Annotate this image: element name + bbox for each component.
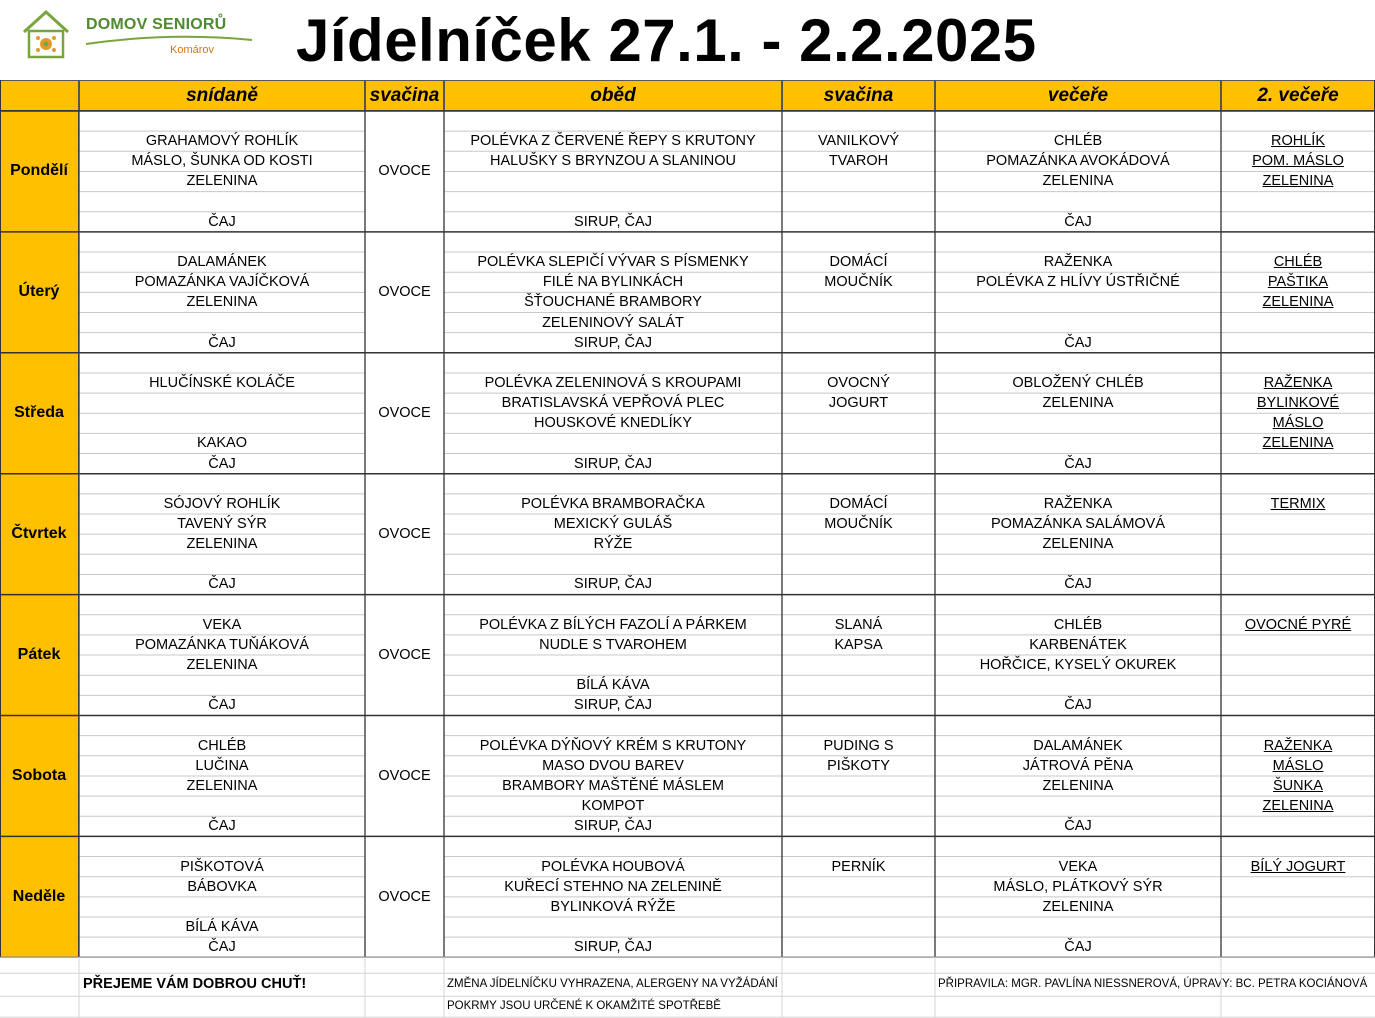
menu-cell: LUČINA: [195, 757, 249, 774]
menu-cell: POM. MÁSLO: [1252, 153, 1344, 170]
menu-cell: CHLÉB: [197, 737, 247, 754]
menu-cell: TAVENÝ SÝR: [177, 516, 267, 532]
menu-cell: POLÉVKA DÝŇOVÝ KRÉM S KRUTONY: [479, 737, 747, 754]
menu-cell: ZELENINA: [1262, 294, 1334, 311]
snack-cell: OVOCE: [378, 647, 431, 664]
menu-cell: MASO DVOU BAREV: [542, 757, 684, 774]
menu-cell: POLÉVKA BRAMBORAČKA: [521, 495, 705, 512]
menu-cell: SIRUP, ČAJ: [574, 576, 652, 593]
menu-cell: KOMPOT: [581, 798, 645, 815]
day-label: Sobota: [0, 716, 79, 837]
menu-cell: HLUČÍNSKÉ KOLÁČE: [149, 374, 295, 391]
menu-cell: FILÉ NA BYLINKÁCH: [542, 274, 684, 291]
menu-cell: SÓJOVÝ ROHLÍK: [163, 495, 281, 512]
menu-cell: ŠUNKA: [1273, 777, 1323, 794]
menu-cell: ZELENINA: [1042, 395, 1114, 412]
menu-cell: ZELENINA: [186, 536, 258, 553]
menu-cell: OBLOŽENÝ CHLÉB: [1012, 374, 1144, 391]
menu-cell: ČAJ: [208, 576, 236, 593]
menu-cell: POMAZÁNKA VAJÍČKOVÁ: [134, 274, 310, 291]
menu-cell: MÁSLO: [1272, 757, 1324, 774]
menu-cell: PERNÍK: [831, 858, 886, 875]
day-label: Pondělí: [0, 111, 79, 232]
menu-cell: JÁTROVÁ PĚNA: [1022, 757, 1134, 774]
snack-cell: OVOCE: [378, 284, 431, 301]
swoosh-icon: [84, 34, 254, 48]
menu-cell: BÍLÁ KÁVA: [576, 677, 650, 694]
menu-cell: POMAZÁNKA SALÁMOVÁ: [990, 516, 1166, 532]
menu-cell: ZELENINA: [1042, 173, 1114, 190]
menu-cell: MOUČNÍK: [824, 516, 893, 532]
menu-cell: ZELENINA: [186, 657, 258, 674]
snack-cell: OVOCE: [378, 405, 431, 422]
menu-cell: KAPSA: [834, 636, 883, 653]
menu-cell: HALUŠKY S BRYNZOU A SLANINOU: [489, 153, 737, 170]
menu-cell: SIRUP, ČAJ: [574, 213, 652, 230]
menu-cell: POLÉVKA Z BÍLÝCH FAZOLÍ A PÁRKEM: [479, 616, 747, 633]
menu-cell: VEKA: [202, 616, 242, 633]
house-logo-icon: [18, 6, 74, 62]
menu-cell: RAŽENKA: [1043, 254, 1113, 271]
snack-cell: OVOCE: [378, 767, 431, 784]
menu-cell: ČAJ: [1064, 818, 1092, 835]
page-title: Jídelníček 27.1. - 2.2.2025: [296, 7, 1037, 74]
menu-cell: SIRUP, ČAJ: [574, 939, 652, 956]
menu-cell: VEKA: [1058, 858, 1098, 875]
menu-cell: OVOCNÉ PYRÉ: [1244, 616, 1352, 633]
menu-cell: ROHLÍK: [1271, 133, 1325, 150]
menu-cell: KARBENÁTEK: [1029, 636, 1127, 653]
menu-table: [0, 80, 1375, 1018]
note-allergens: ZMĚNA JÍDELNÍČKU VYHRAZENA, ALERGENY NA VYŽÁDÁNÍ: [447, 978, 778, 991]
menu-cell: ČAJ: [208, 213, 236, 230]
snack-cell: OVOCE: [378, 163, 431, 180]
menu-cell: DOMÁCÍ: [829, 254, 888, 271]
menu-cell: ČAJ: [208, 334, 236, 351]
menu-cell: NUDLE S TVAROHEM: [539, 636, 687, 653]
menu-cell: BYLINKOVÉ: [1256, 395, 1340, 412]
menu-cell: POMAZÁNKA TUŇÁKOVÁ: [135, 636, 309, 653]
menu-cell: ČAJ: [1064, 334, 1092, 351]
menu-cell: BRATISLAVSKÁ VEPŘOVÁ PLEC: [501, 395, 725, 412]
menu-cell: BÁBOVKA: [187, 878, 257, 895]
menu-cell: ČAJ: [208, 939, 236, 956]
header-5: večeře: [935, 80, 1221, 111]
menu-cell: SIRUP, ČAJ: [574, 818, 652, 835]
menu-cell: ZELENINA: [186, 294, 258, 311]
menu-cell: PIŠKOTY: [827, 757, 890, 774]
menu-cell: POMAZÁNKA AVOKÁDOVÁ: [986, 153, 1170, 170]
menu-cell: ČAJ: [208, 818, 236, 835]
menu-cell: OVOCNÝ: [827, 374, 890, 391]
menu-cell: JOGURT: [828, 395, 889, 412]
menu-cell: RAŽENKA: [1263, 737, 1333, 754]
menu-cell: RÝŽE: [593, 536, 633, 553]
menu-cell: BYLINKOVÁ RÝŽE: [550, 898, 676, 915]
menu-cell: ZELENINA: [1262, 798, 1334, 815]
menu-cell: PUDING S: [823, 737, 894, 754]
menu-cell: GRAHAMOVÝ ROHLÍK: [145, 133, 299, 150]
menu-cell: ČAJ: [1064, 455, 1092, 472]
snack-cell: OVOCE: [378, 888, 431, 905]
menu-cell: POLÉVKA ZELENINOVÁ S KROUPAMI: [484, 374, 742, 391]
header-1: snídaně: [79, 80, 365, 111]
day-label: Neděle: [0, 836, 79, 957]
wish-text: PŘEJEME VÁM DOBROU CHUŤ!: [83, 976, 307, 993]
menu-cell: RAŽENKA: [1043, 495, 1113, 512]
menu-cell: POLÉVKA HOUBOVÁ: [541, 858, 685, 875]
snack-cell: OVOCE: [378, 526, 431, 543]
menu-cell: CHLÉB: [1273, 254, 1323, 271]
menu-cell: ZELENINA: [186, 173, 258, 190]
menu-cell: CHLÉB: [1053, 616, 1103, 633]
menu-cell: MOUČNÍK: [824, 274, 893, 291]
menu-cell: PIŠKOTOVÁ: [180, 858, 264, 875]
prepared-by: PŘIPRAVILA: MGR. PAVLÍNA NIESSNEROVÁ, ÚPRAVY: BC. PETRA KOCIÁNOVÁ: [938, 978, 1368, 991]
menu-cell: ZELENINOVÝ SALÁT: [542, 314, 684, 331]
menu-cell: BÍLÁ KÁVA: [185, 919, 259, 935]
menu-cell: ZELENINA: [186, 777, 258, 794]
header-6: 2. večeře: [1221, 80, 1375, 111]
menu-cell: POLÉVKA Z ČERVENÉ ŘEPY S KRUTONY: [470, 133, 756, 150]
menu-cell: MÁSLO, PLÁTKOVÝ SÝR: [993, 878, 1163, 895]
menu-cell: HOŘČICE, KYSELÝ OKUREK: [979, 657, 1177, 674]
menu-cell: DALAMÁNEK: [1033, 737, 1123, 754]
menu-cell: CHLÉB: [1053, 133, 1103, 150]
menu-cell: ZELENINA: [1042, 536, 1114, 553]
day-label: Čtvrtek: [0, 474, 79, 595]
header-3: oběd: [444, 80, 782, 111]
menu-cell: SLANÁ: [834, 616, 883, 633]
menu-cell: MEXICKÝ GULÁŠ: [553, 516, 673, 532]
menu-cell: KUŘECÍ STEHNO NA ZELENINĚ: [504, 878, 722, 895]
menu-cell: ČAJ: [208, 697, 236, 714]
menu-cell: HOUSKOVÉ KNEDLÍKY: [534, 415, 692, 432]
menu-cell: ŠŤOUCHANÉ BRAMBORY: [524, 294, 702, 311]
logo: [18, 6, 258, 62]
menu-cell: POLÉVKA SLEPIČÍ VÝVAR S PÍSMENKY: [477, 254, 749, 271]
menu-cell: BRAMBORY MAŠTĚNÉ MÁSLEM: [502, 777, 724, 794]
menu-cell: RAŽENKA: [1263, 374, 1333, 391]
menu-cell: PAŠTIKA: [1267, 274, 1329, 291]
logo-place: Komárov: [170, 44, 215, 56]
menu-cell: ČAJ: [208, 455, 236, 472]
menu-cell: ČAJ: [1064, 697, 1092, 714]
menu-cell: SIRUP, ČAJ: [574, 334, 652, 351]
header-4: svačina: [782, 80, 935, 111]
menu-cell: MÁSLO, ŠUNKA OD KOSTI: [131, 153, 313, 170]
day-label: Středa: [0, 353, 79, 474]
menu-cell: DALAMÁNEK: [177, 254, 267, 271]
menu-cell: ČAJ: [1064, 939, 1092, 956]
menu-cell: TVAROH: [828, 153, 889, 170]
menu-cell: POLÉVKA Z HLÍVY ÚSTŘIČNÉ: [976, 274, 1180, 291]
menu-cell: ZELENINA: [1042, 777, 1114, 794]
menu-cell: ZELENINA: [1042, 898, 1114, 915]
menu-cell: ZELENINA: [1262, 435, 1334, 452]
menu-cell: BÍLÝ JOGURT: [1250, 858, 1346, 875]
day-label: Úterý: [0, 232, 79, 353]
menu-cell: TERMIX: [1270, 495, 1326, 512]
menu-cell: ČAJ: [1064, 213, 1092, 230]
note-consumption: POKRMY JSOU URČENÉ K OKAMŽITÉ SPOTŘEBĚ: [447, 1000, 721, 1013]
header-2: svačina: [365, 80, 444, 111]
menu-cell: MÁSLO: [1272, 415, 1324, 432]
menu-cell: SIRUP, ČAJ: [574, 455, 652, 472]
menu-cell: DOMÁCÍ: [829, 495, 888, 512]
menu-cell: VANILKOVÝ: [817, 133, 900, 150]
menu-cell: KAKAO: [197, 435, 247, 452]
menu-cell: SIRUP, ČAJ: [574, 697, 652, 714]
grid-lines: [0, 80, 1375, 1018]
logo-name: DOMOV SENIORŮ: [86, 16, 227, 33]
day-label: Pátek: [0, 595, 79, 716]
menu-cell: ZELENINA: [1262, 173, 1334, 190]
menu-cell: ČAJ: [1064, 576, 1092, 593]
